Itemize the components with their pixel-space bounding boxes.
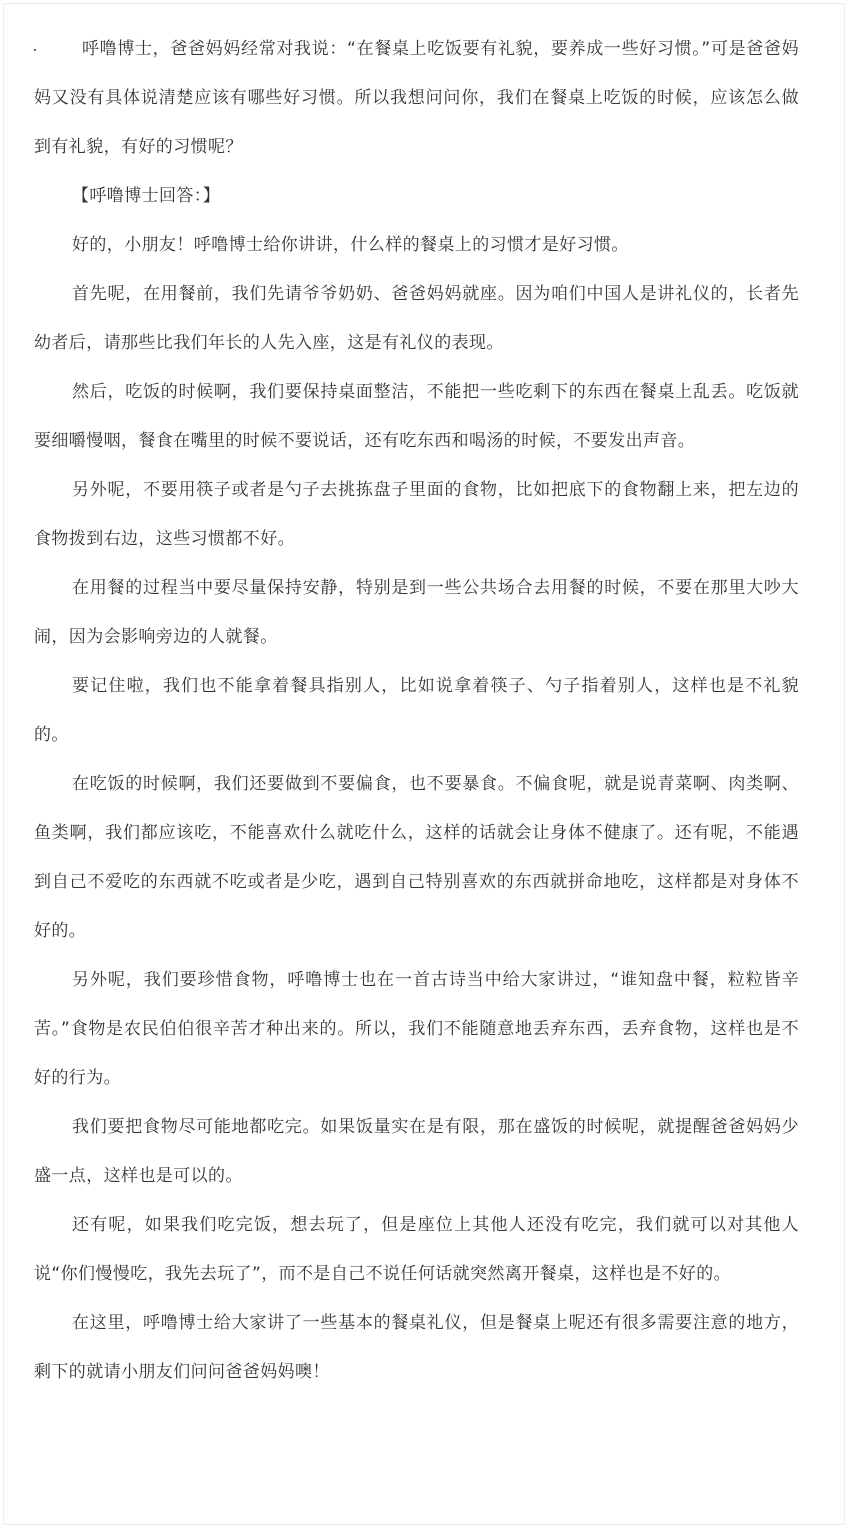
paragraph: 还有呢，如果我们吃完饭，想去玩了，但是座位上其他人还没有吃完，我们就可以对其他人说“你们慢慢吃，我先去玩了”，而不是自己不说任何话就突然离开餐桌，这样也是不好的。 xyxy=(34,1215,799,1284)
paragraph: 好的，小朋友！呼噜博士给你讲讲，什么样的餐桌上的习惯才是好习惯。 xyxy=(72,235,629,255)
article-body xyxy=(34,25,799,1397)
paragraph: 要记住啦，我们也不能拿着餐具指别人，比如说拿着筷子、勺子指着别人，这样也是不礼貌的。 xyxy=(34,676,799,745)
paragraph: 在用餐的过程当中要尽量保持安静，特别是到一些公共场合去用餐的时候，不要在那里大吵大闹，因为会影响旁边的人就餐。 xyxy=(34,578,799,647)
paragraph-answer-heading: 【呼噜博士回答：】 xyxy=(72,186,221,206)
paragraph-question: 呼噜博士，爸爸妈妈经常对我说：“在餐桌上吃饭要有礼貌，要养成一些好习惯。”可是爸爸妈妈又没有具体说清楚应该有哪些好习惯。所以我想问问你，我们在餐桌上吃饭的时候，应该怎么做到有礼貌，有好的习惯呢？ xyxy=(34,39,799,157)
paragraph: 另外呢，我们要珍惜食物，呼噜博士也在一首古诗当中给大家讲过，“谁知盘中餐，粒粒皆辛苦。”食物是农民伯伯很辛苦才种出来的。所以，我们不能随意地丢弃东西，丢弃食物，这样也是不好的行为。 xyxy=(34,970,799,1088)
paragraph: 然后，吃饭的时候啊，我们要保持桌面整洁，不能把一些吃剩下的东西在餐桌上乱丢。吃饭就要细嚼慢咽，餐食在嘴里的时候不要说话，还有吃东西和喝汤的时候，不要发出声音。 xyxy=(34,382,799,451)
paragraph: 我们要把食物尽可能地都吃完。如果饭量实在是有限，那在盛饭的时候呢，就提醒爸爸妈妈少盛一点，这样也是可以的。 xyxy=(34,1117,799,1186)
paragraph: 另外呢，不要用筷子或者是勺子去挑拣盘子里面的食物，比如把底下的食物翻上来，把左边的食物拨到右边，这些习惯都不好。 xyxy=(34,480,799,549)
article-page xyxy=(3,3,845,1525)
paragraph: 在吃饭的时候啊，我们还要做到不要偏食，也不要暴食。不偏食呢，就是说青菜啊、肉类啊、鱼类啊，我们都应该吃，不能喜欢什么就吃什么，这样的话就会让身体不健康了。还有呢，不能遇到自己不爱吃的东西就不吃或者是少吃，遇到自己特别喜欢的东西就拼命地吃，这样都是对身体不好的。 xyxy=(34,774,799,941)
paragraph: 首先呢，在用餐前，我们先请爷爷奶奶、爸爸妈妈就座。因为咱们中国人是讲礼仪的，长者先幼者后，请那些比我们年长的人先入座，这是有礼仪的表现。 xyxy=(34,284,799,353)
paragraph-closing: 在这里，呼噜博士给大家讲了一些基本的餐桌礼仪，但是餐桌上呢还有很多需要注意的地方，剩下的就请小朋友们问问爸爸妈妈噢！ xyxy=(34,1313,799,1382)
